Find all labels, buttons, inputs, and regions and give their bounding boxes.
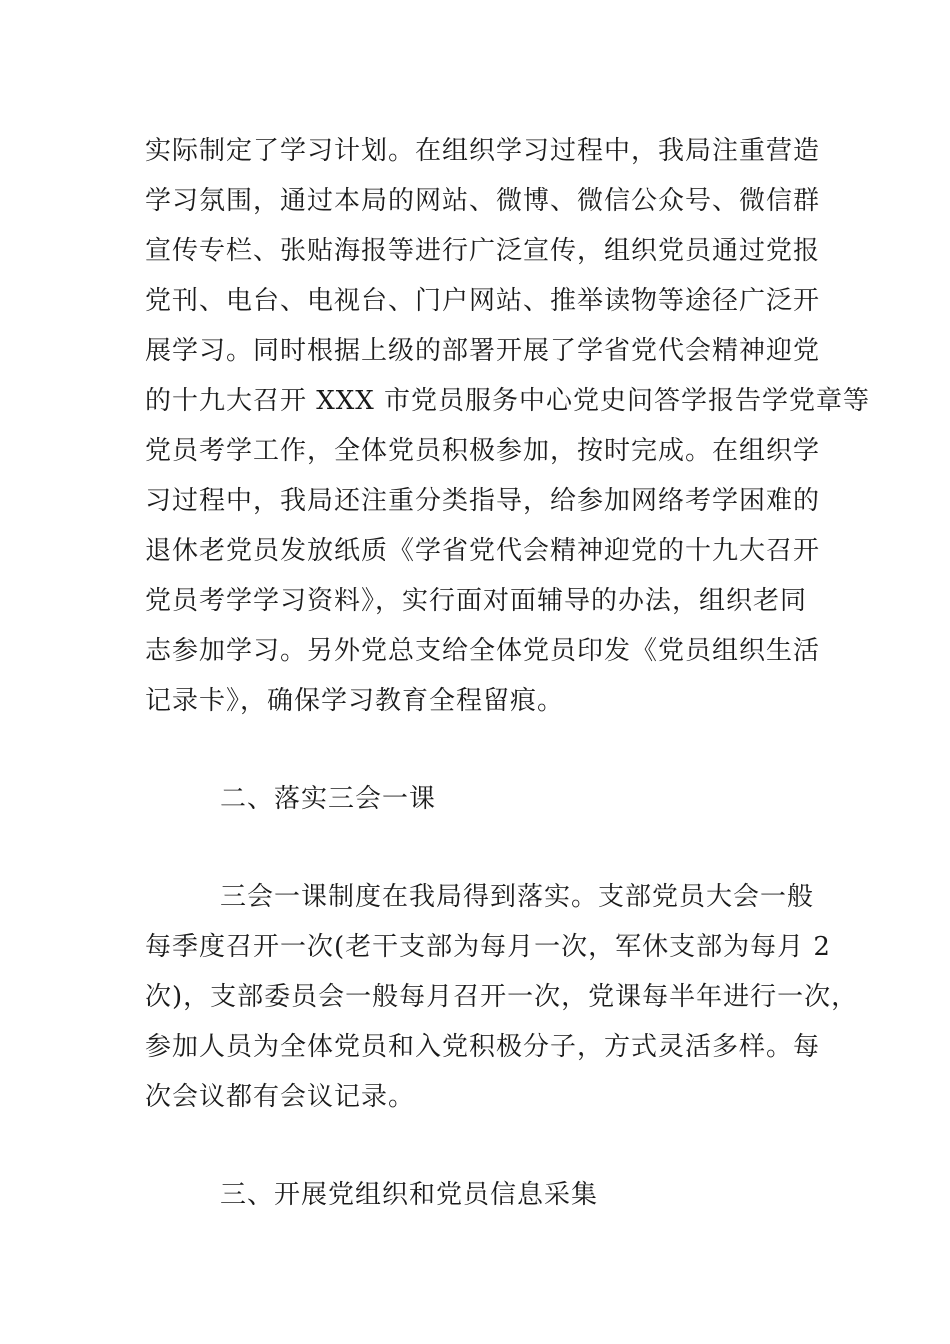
paragraph-line: 志参加学习。另外党总支给全体党员印发《党员组织生活 <box>145 636 821 666</box>
paragraph-line: 宣传专栏、张贴海报等进行广泛宣传，组织党员通过党报 <box>145 236 821 266</box>
paragraph-line: 党员考学工作，全体党员积极参加，按时完成。在组织学 <box>145 436 821 466</box>
paragraph-line: 党刊、电台、电视台、门户网站、推举读物等途径广泛开 <box>145 286 821 316</box>
paragraph-line: 党员考学学习资料》，实行面对面辅导的办法，组织老同 <box>145 586 808 616</box>
paragraph-line: 每季度召开一次(老干支部为每月一次，军休支部为每月 2 <box>145 932 831 962</box>
paragraph-line: 三会一课制度在我局得到落实。支部党员大会一般 <box>220 882 815 912</box>
paragraph-line: 参加人员为全体党员和入党积极分子，方式灵活多样。每 <box>145 1032 821 1062</box>
paragraph-line: 习过程中，我局还注重分类指导，给参加网络考学困难的 <box>145 486 821 516</box>
paragraph-line: 学习氛围，通过本局的网站、微博、微信公众号、微信群 <box>145 186 821 216</box>
paragraph-line: 次会议都有会议记录。 <box>145 1082 416 1112</box>
paragraph-line: 展学习。同时根据上级的部署开展了学省党代会精神迎党 <box>145 336 821 366</box>
paragraph-line: 退休老党员发放纸质《学省党代会精神迎党的十九大召开 <box>145 536 821 566</box>
section-heading: 三、开展党组织和党员信息采集 <box>220 1180 599 1210</box>
paragraph-line: 记录卡》，确保学习教育全程留痕。 <box>145 686 565 716</box>
paragraph-line: 次)，支部委员会一般每月召开一次，党课每半年进行一次， <box>145 982 859 1012</box>
paragraph-line: 实际制定了学习计划。在组织学习过程中，我局注重营造 <box>145 136 821 166</box>
section-heading: 二、落实三会一课 <box>220 784 437 814</box>
paragraph-line: 的十九大召开 XXX 市党员服务中心党史问答学报告学党章等 <box>145 386 871 416</box>
